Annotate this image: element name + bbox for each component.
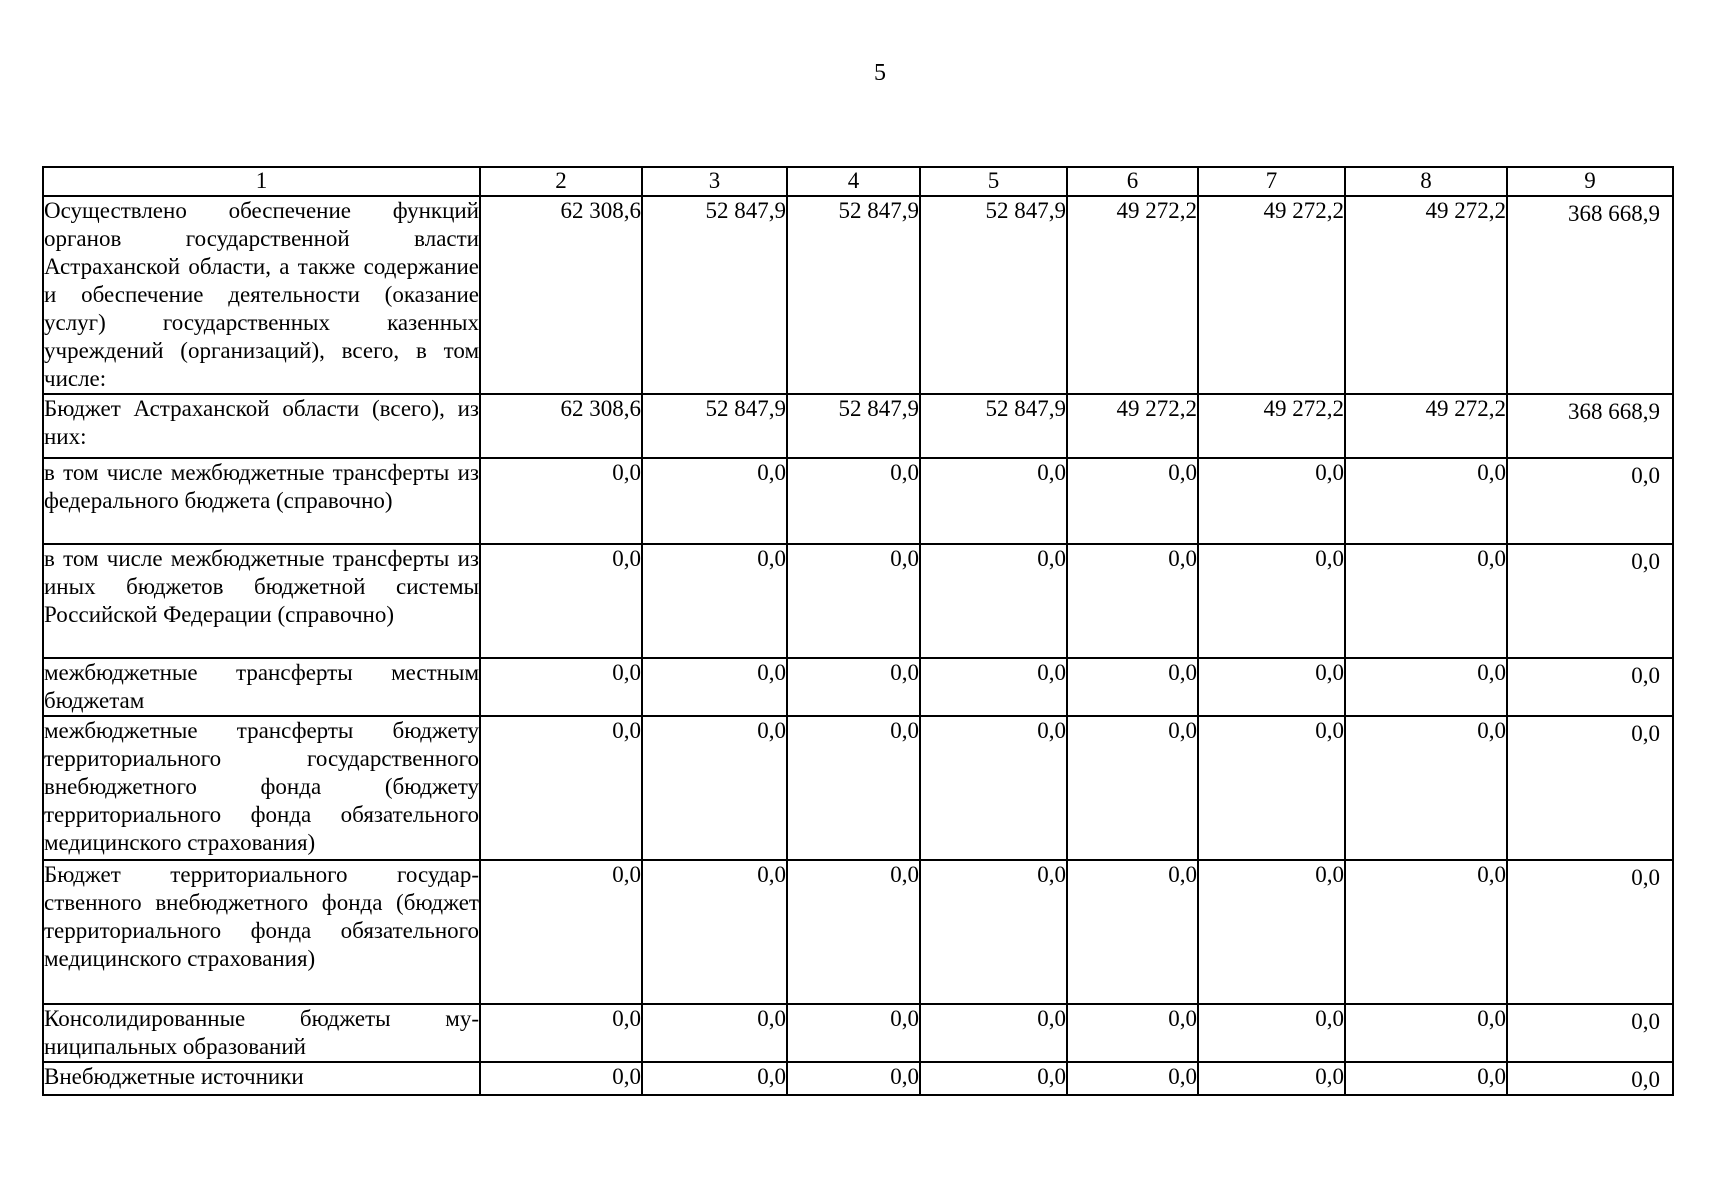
cell-value: 62 308,6 <box>480 196 642 394</box>
cell-value: 0,0 <box>480 544 642 658</box>
cell-value: 0,0 <box>480 716 642 860</box>
column-header: 6 <box>1067 167 1198 196</box>
cell-value: 0,0 <box>920 544 1067 658</box>
cell-value: 0,0 <box>480 1004 642 1062</box>
cell-value: 0,0 <box>642 1062 787 1095</box>
cell-value: 0,0 <box>1198 658 1345 716</box>
cell-value: 62 308,6 <box>480 394 642 458</box>
cell-value: 0,0 <box>1507 1062 1673 1095</box>
cell-value: 0,0 <box>1198 544 1345 658</box>
cell-value: 0,0 <box>1067 458 1198 544</box>
cell-value: 0,0 <box>787 860 920 1004</box>
column-header: 3 <box>642 167 787 196</box>
cell-value: 0,0 <box>1507 458 1673 544</box>
cell-value: 0,0 <box>1067 716 1198 860</box>
row-label: Осуществлено обеспечение функций органов государственной власти Астраханской области, а также содержание и обеспечение деятельности (оказание услуг) государственных казенных учреждений (организаций), всего, в том числе: <box>43 196 480 394</box>
table-row <box>43 1062 1673 1095</box>
table-row <box>43 544 1673 658</box>
cell-value: 0,0 <box>920 458 1067 544</box>
cell-value: 0,0 <box>920 1004 1067 1062</box>
cell-value: 49 272,2 <box>1345 394 1507 458</box>
budget-table <box>42 166 1674 1096</box>
cell-value: 0,0 <box>920 716 1067 860</box>
cell-value: 52 847,9 <box>787 394 920 458</box>
cell-value: 0,0 <box>1345 544 1507 658</box>
column-header: 1 <box>43 167 480 196</box>
table-body <box>43 196 1673 1095</box>
cell-value: 0,0 <box>642 1004 787 1062</box>
cell-value: 0,0 <box>1067 658 1198 716</box>
cell-value: 52 847,9 <box>642 394 787 458</box>
cell-value: 0,0 <box>1507 860 1673 1004</box>
table-row <box>43 860 1673 1004</box>
column-header: 7 <box>1198 167 1345 196</box>
row-label: межбюджетные трансферты местным бюджетам <box>43 658 480 716</box>
column-header: 5 <box>920 167 1067 196</box>
cell-value: 52 847,9 <box>920 196 1067 394</box>
cell-value: 49 272,2 <box>1067 394 1198 458</box>
cell-value: 49 272,2 <box>1067 196 1198 394</box>
cell-value: 0,0 <box>1507 1004 1673 1062</box>
cell-value: 0,0 <box>480 1062 642 1095</box>
cell-value: 0,0 <box>1345 1004 1507 1062</box>
cell-value: 0,0 <box>1507 544 1673 658</box>
cell-value: 0,0 <box>1198 716 1345 860</box>
cell-value: 0,0 <box>1345 1062 1507 1095</box>
cell-value: 0,0 <box>1345 458 1507 544</box>
cell-value: 368 668,9 <box>1507 196 1673 394</box>
cell-value: 0,0 <box>787 458 920 544</box>
table-row <box>43 394 1673 458</box>
cell-value: 0,0 <box>1198 1004 1345 1062</box>
cell-value: 0,0 <box>920 860 1067 1004</box>
cell-value: 0,0 <box>1198 1062 1345 1095</box>
cell-value: 0,0 <box>787 716 920 860</box>
cell-value: 0,0 <box>1345 716 1507 860</box>
cell-value: 0,0 <box>642 458 787 544</box>
row-label: Бюджет территориального государственного внебюджетного фонда (бюджет территориального фонда обязательного медицинского страхования) <box>43 860 480 1004</box>
column-header: 9 <box>1507 167 1673 196</box>
cell-value: 0,0 <box>642 544 787 658</box>
cell-value: 0,0 <box>642 860 787 1004</box>
cell-value: 0,0 <box>920 1062 1067 1095</box>
cell-value: 52 847,9 <box>787 196 920 394</box>
cell-value: 0,0 <box>1198 860 1345 1004</box>
cell-value: 0,0 <box>1507 716 1673 860</box>
cell-value: 49 272,2 <box>1198 394 1345 458</box>
table-row <box>43 458 1673 544</box>
cell-value: 0,0 <box>1067 544 1198 658</box>
cell-value: 49 272,2 <box>1198 196 1345 394</box>
table-row <box>43 196 1673 394</box>
cell-value: 52 847,9 <box>920 394 1067 458</box>
cell-value: 0,0 <box>1067 1004 1198 1062</box>
cell-value: 49 272,2 <box>1345 196 1507 394</box>
cell-value: 0,0 <box>787 544 920 658</box>
row-label: Консолидированные бюджеты муниципальных образований <box>43 1004 480 1062</box>
cell-value: 0,0 <box>1067 860 1198 1004</box>
column-header: 4 <box>787 167 920 196</box>
cell-value: 0,0 <box>642 716 787 860</box>
row-label: межбюджетные трансферты бюджету территориального государственного внебюджетного фонда (бюджету территориального фонда обязательного медицинского страхования) <box>43 716 480 860</box>
cell-value: 0,0 <box>480 860 642 1004</box>
cell-value: 0,0 <box>1345 658 1507 716</box>
cell-value: 0,0 <box>642 658 787 716</box>
cell-value: 0,0 <box>1198 458 1345 544</box>
cell-value: 0,0 <box>787 1004 920 1062</box>
column-header: 8 <box>1345 167 1507 196</box>
row-label: Бюджет Астраханской области (всего), из них: <box>43 394 480 458</box>
cell-value: 0,0 <box>1067 1062 1198 1095</box>
table-row <box>43 658 1673 716</box>
cell-value: 0,0 <box>480 658 642 716</box>
table-row <box>43 716 1673 860</box>
row-label: в том числе межбюджетные трансферты из федерального бюджета (справочно) <box>43 458 480 544</box>
table-row <box>43 1004 1673 1062</box>
row-label: в том числе межбюджетные трансферты из иных бюджетов бюджетной системы Российской Федерации (справочно) <box>43 544 480 658</box>
cell-value: 0,0 <box>787 1062 920 1095</box>
cell-value: 52 847,9 <box>642 196 787 394</box>
header-row <box>43 167 1673 196</box>
page-number: 5 <box>874 60 886 86</box>
cell-value: 0,0 <box>480 458 642 544</box>
cell-value: 368 668,9 <box>1507 394 1673 458</box>
cell-value: 0,0 <box>920 658 1067 716</box>
cell-value: 0,0 <box>787 658 920 716</box>
cell-value: 0,0 <box>1507 658 1673 716</box>
table-header <box>43 167 1673 196</box>
row-label: Внебюджетные источники <box>43 1062 480 1095</box>
cell-value: 0,0 <box>1345 860 1507 1004</box>
column-header: 2 <box>480 167 642 196</box>
